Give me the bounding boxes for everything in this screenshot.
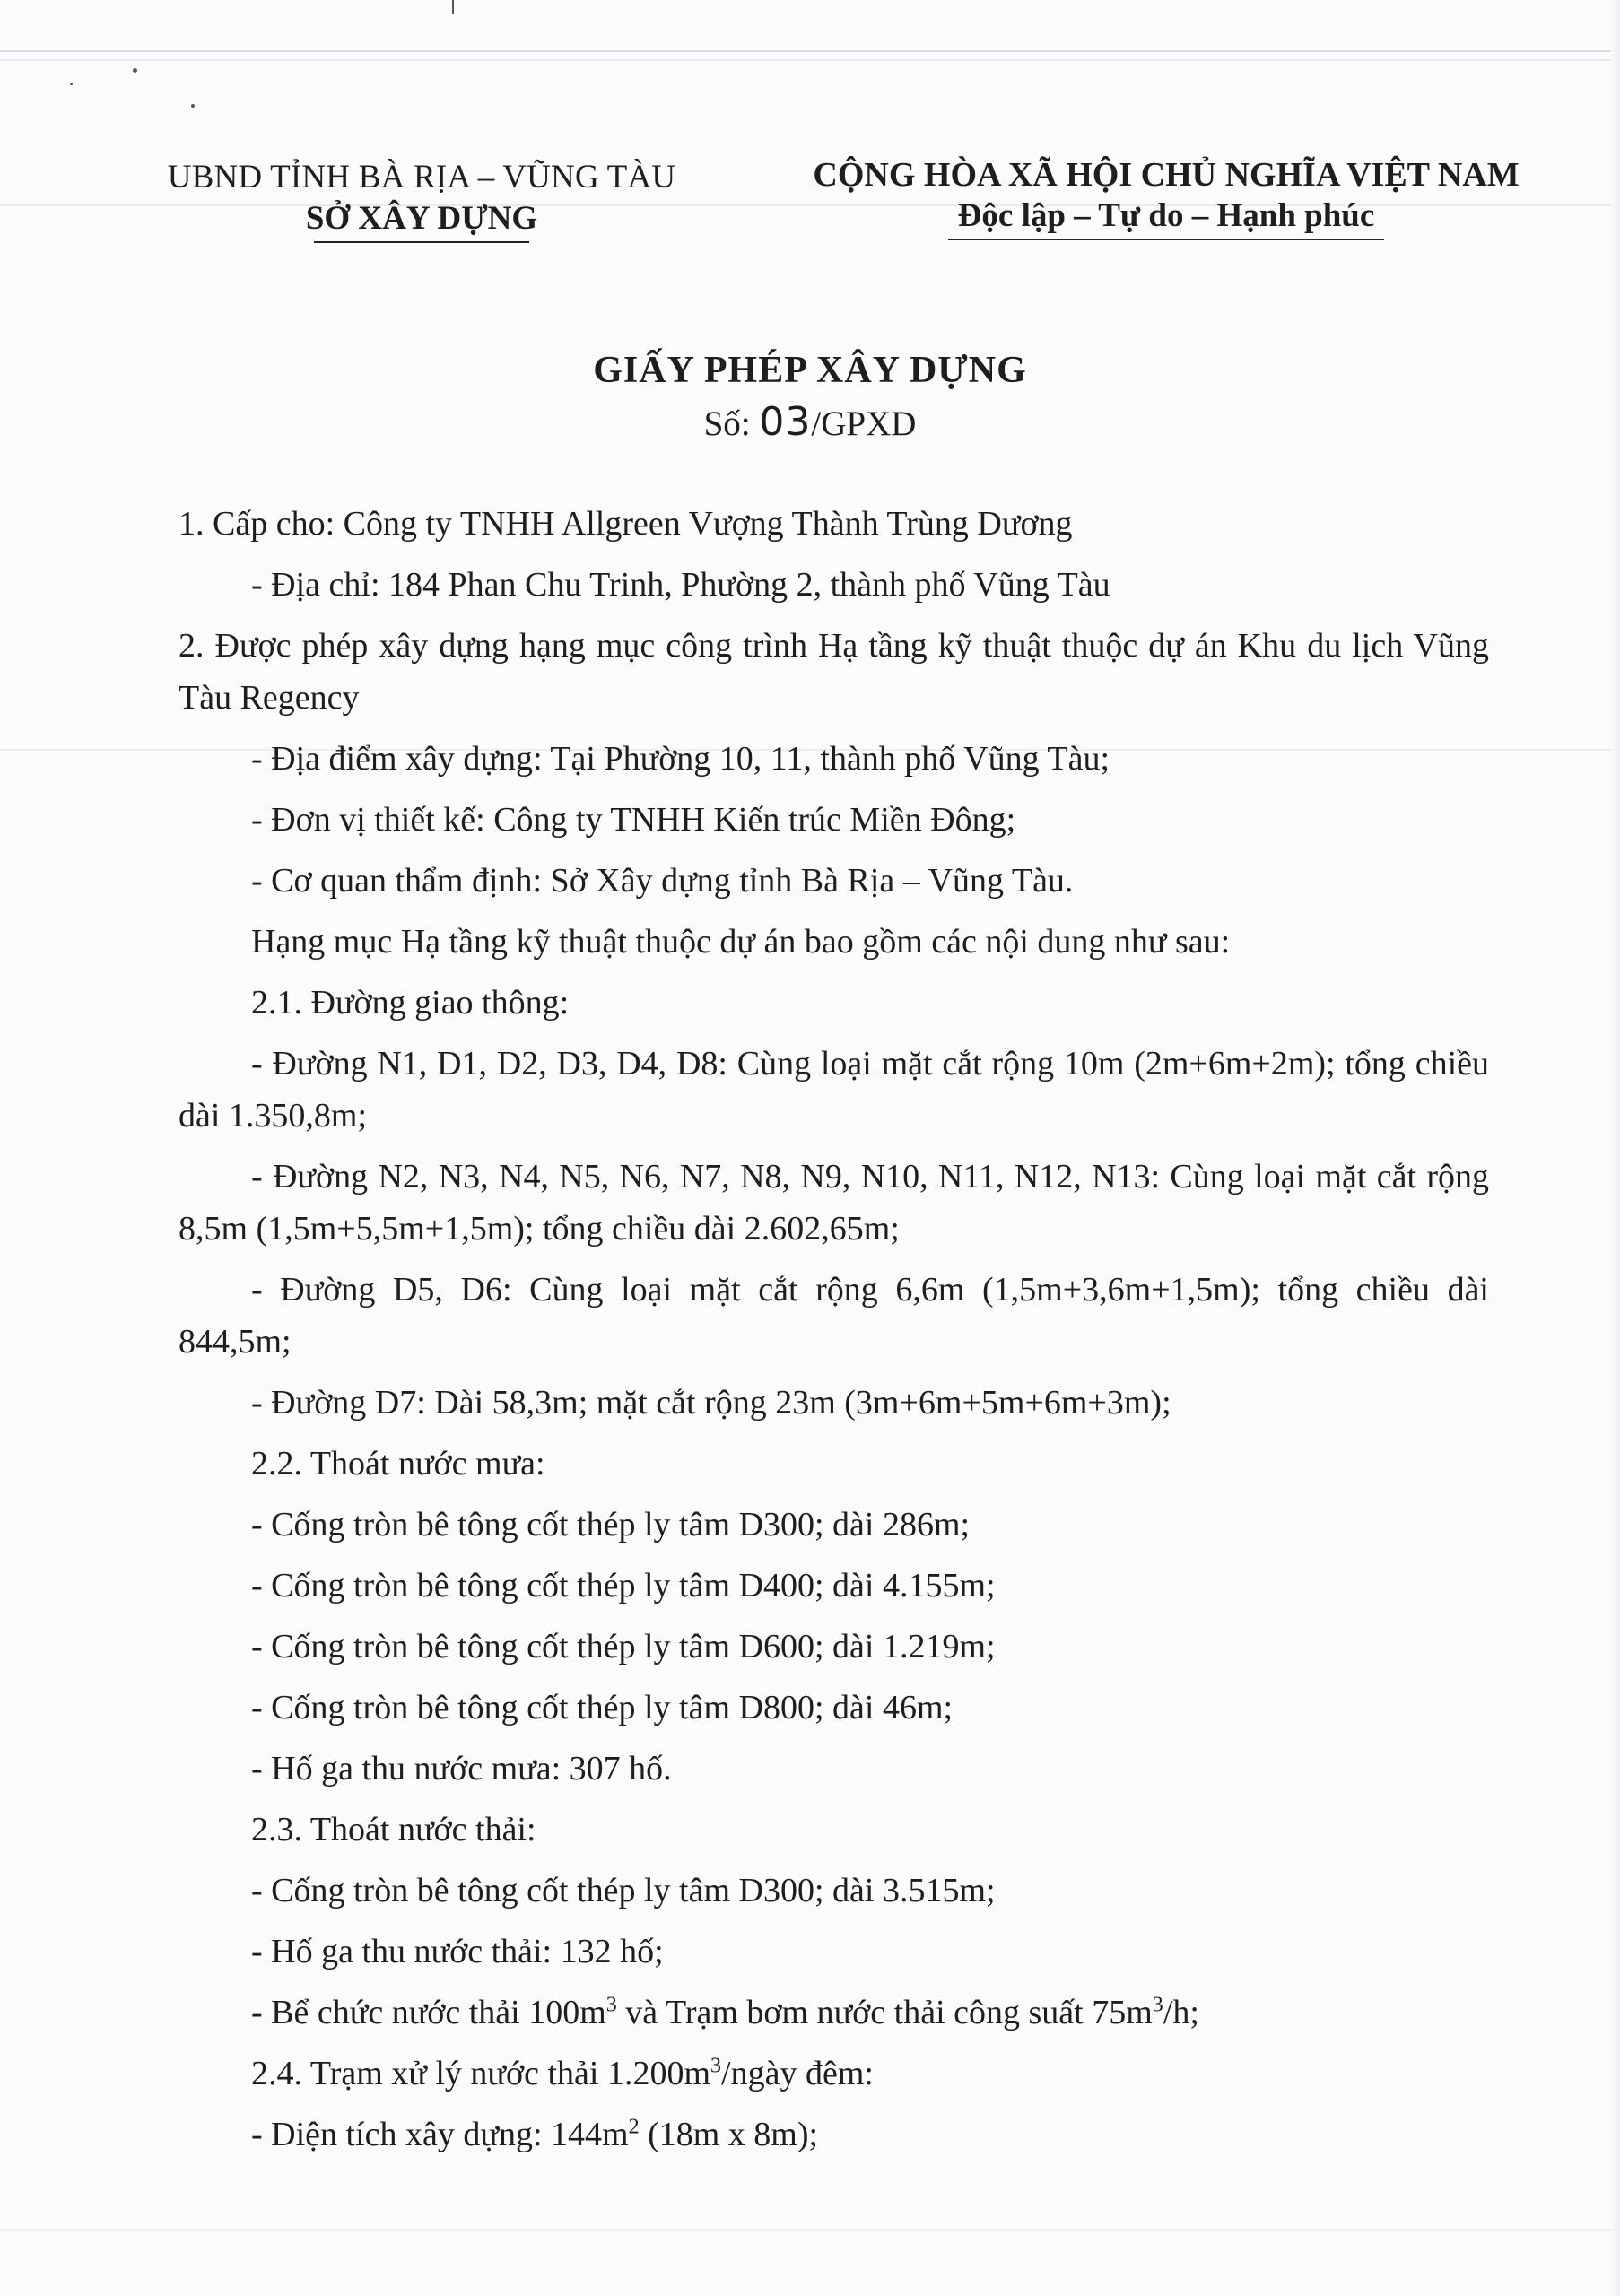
scan-speck	[70, 83, 73, 85]
scan-speck	[452, 0, 454, 14]
permit-body	[179, 498, 1489, 2161]
scan-speck	[133, 68, 137, 73]
section-2-1-heading: 2.1. Đường giao thông:	[251, 984, 570, 1022]
issuing-agency: UBND TỈNH BÀ RỊA – VŨNG TÀU	[167, 159, 676, 196]
department-underline	[314, 241, 529, 243]
section-2-4-text: 2.4. Trạm xử lý nước thải 1.200m	[251, 2055, 711, 2092]
road-item: - Đường D5, D6: Cùng loại mặt cắt rộng 6,6m (1,5m+3,6m+1,5m); tổng chiều dài 844,5m;	[179, 1271, 1489, 1361]
treatment-plant-text: - Diện tích xây dựng: 144m	[251, 2116, 629, 2153]
scan-line-artifact	[0, 50, 1620, 52]
wastewater-text: và Trạm bơm nước thải công suất 75m	[616, 1994, 1153, 2031]
document-title: GIẤY PHÉP XÂY DỰNG	[593, 350, 1027, 391]
section-2-4-heading	[179, 2048, 1489, 2100]
document-title-block	[0, 345, 1620, 449]
national-heading	[780, 154, 1552, 240]
superscript: 2	[628, 2115, 640, 2139]
section-2-3-heading: 2.3. Thoát nước thải:	[251, 1811, 536, 1848]
section-2-scope: 2. Được phép xây dựng hạng mục công trình Hạ tầng kỹ thuật thuộc dự án Khu du lịch Vũng Tàu Regency	[179, 627, 1489, 717]
road-item: - Đường N2, N3, N4, N5, N6, N7, N8, N9, N10, N11, N12, N13: Cùng loại mặt cắt rộng 8,5m (1,5m+5,5m+1,5m); tổng chiều dài 2.602,65m;	[179, 1158, 1489, 1248]
storm-drain-item: - Cống tròn bê tông cốt thép ly tâm D600; dài 1.219m;	[251, 1628, 996, 1665]
wastewater-item	[179, 1987, 1489, 2039]
treatment-plant-item	[179, 2109, 1489, 2161]
scan-edge-shadow	[1611, 0, 1620, 2296]
scan-speck	[191, 104, 195, 108]
permit-number-suffix: /GPXD	[811, 404, 917, 443]
storm-drain-item: - Cống tròn bê tông cốt thép ly tâm D400; dài 4.155m;	[251, 1567, 996, 1605]
section-1-grantee: 1. Cấp cho: Công ty TNHH Allgreen Vượng Thành Trùng Dương	[179, 505, 1073, 543]
storm-drain-item: - Hố ga thu nước mưa: 307 hố.	[251, 1750, 672, 1787]
permit-number	[0, 397, 1620, 449]
national-motto: Độc lập – Tự do – Hạnh phúc	[957, 197, 1375, 234]
design-unit: - Đơn vị thiết kế: Công ty TNHH Kiến trúc Miền Đông;	[251, 801, 1016, 839]
permit-number-label: Số:	[703, 404, 751, 443]
superscript: 3	[605, 1993, 617, 2017]
wastewater-text: - Bể chức nước thải 100m	[251, 1994, 606, 2031]
road-item: - Đường D7: Dài 58,3m; mặt cắt rộng 23m (3m+6m+5m+6m+3m);	[251, 1384, 1171, 1422]
scope-intro: Hạng mục Hạ tầng kỹ thuật thuộc dự án bao gồm các nội dung như sau:	[251, 923, 1231, 961]
wastewater-item: - Cống tròn bê tông cốt thép ly tâm D300; dài 3.515m;	[251, 1872, 996, 1909]
scan-line-artifact	[0, 2229, 1620, 2231]
section-2-4-text: /ngày đêm:	[721, 2055, 874, 2092]
grantee-address: - Địa chỉ: 184 Phan Chu Trinh, Phường 2, thành phố Vũng Tàu	[251, 566, 1110, 604]
appraisal-agency: - Cơ quan thẩm định: Sở Xây dựng tỉnh Bà Rịa – Vũng Tàu.	[251, 862, 1074, 900]
republic-name: CỘNG HÒA XÃ HỘI CHỦ NGHĨA VIỆT NAM	[813, 156, 1520, 194]
wastewater-item: - Hố ga thu nước thải: 132 hố;	[251, 1933, 664, 1970]
motto-underline	[948, 239, 1384, 240]
construction-location: - Địa điểm xây dựng: Tại Phường 10, 11, thành phố Vũng Tàu;	[251, 740, 1110, 778]
section-2-2-heading: 2.2. Thoát nước mưa:	[251, 1445, 545, 1483]
issuing-department: SỞ XÂY DỰNG	[305, 200, 538, 237]
storm-drain-item: - Cống tròn bê tông cốt thép ly tâm D800; dài 46m;	[251, 1689, 954, 1726]
permit-number-handwritten: 03	[759, 399, 812, 445]
wastewater-text: /h;	[1163, 1994, 1199, 2031]
superscript: 3	[1152, 1993, 1163, 2017]
superscript: 3	[710, 2054, 722, 2078]
storm-drain-item: - Cống tròn bê tông cốt thép ly tâm D300; dài 286m;	[251, 1506, 971, 1544]
treatment-plant-text: (18m x 8m);	[639, 2116, 819, 2153]
issuer-block	[152, 157, 691, 243]
road-item: - Đường N1, D1, D2, D3, D4, D8: Cùng loại mặt cắt rộng 10m (2m+6m+2m); tổng chiều dài 1.350,8m;	[179, 1045, 1489, 1135]
scan-line-artifact	[0, 59, 1620, 61]
